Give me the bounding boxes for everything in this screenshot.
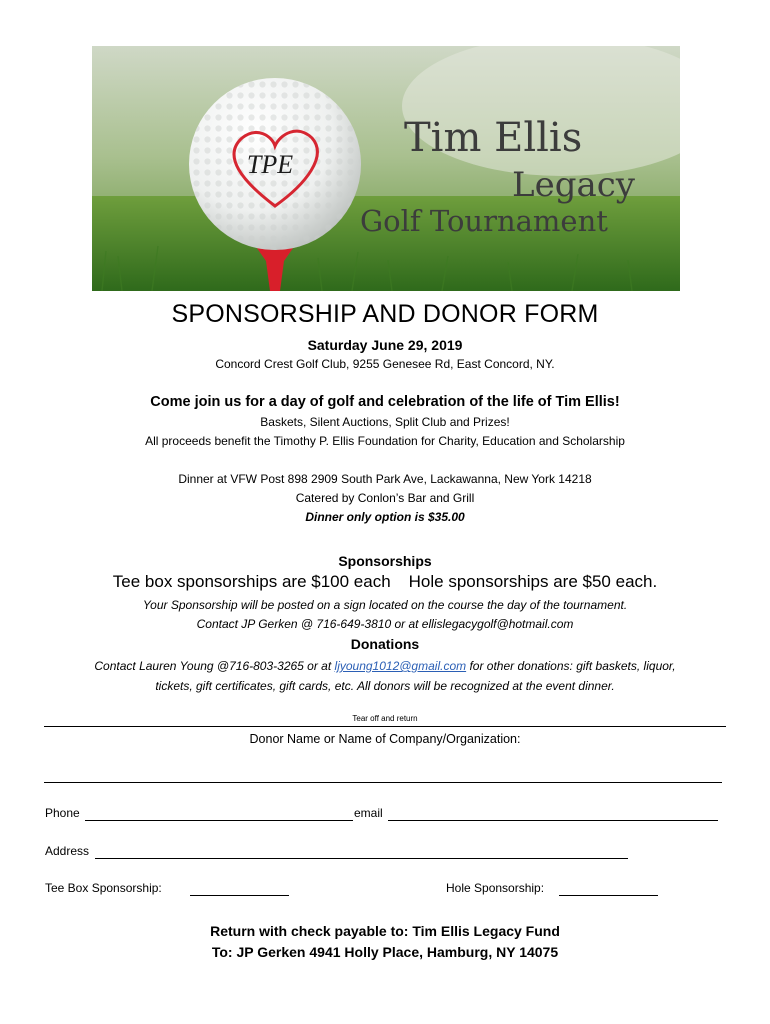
email-field[interactable]	[388, 820, 718, 821]
tear-off-line	[44, 726, 726, 727]
proceeds-note: All proceeds benefit the Timothy P. Ellis Foundation for Charity, Education and Scholarship	[145, 434, 625, 448]
donor-name-field[interactable]	[44, 782, 722, 783]
tee-box-sponsorship-label: Tee Box Sponsorship:	[45, 881, 162, 895]
donor-name-label: Donor Name or Name of Company/Organization:	[249, 732, 521, 746]
hole-price: Hole sponsorships are $50 each.	[408, 572, 658, 591]
address-label: Address	[45, 844, 90, 858]
donations-contact-text: Contact Lauren Young @716-803-3265 or at	[94, 659, 335, 673]
sponsorship-contact: Contact JP Gerken @ 716-649-3810 or at ellislegacygolf@hotmail.com	[196, 617, 574, 631]
tear-off-label: Tear off and return	[352, 714, 418, 723]
return-address: To: JP Gerken 4941 Holly Place, Hamburg, NY 14075	[211, 944, 559, 960]
donations-items-text: for other donations: gift baskets, liquor,	[466, 659, 676, 673]
email-label: email	[354, 806, 383, 820]
logo-tpe: TPE	[246, 150, 294, 179]
dinner-location: Dinner at VFW Post 898 2909 South Park Ave, Lackawanna, New York 14218	[178, 472, 592, 486]
donations-contact	[0, 659, 770, 673]
caterer: Catered by Conlon’s Bar and Grill	[295, 491, 475, 505]
banner-line-2: Legacy	[512, 165, 635, 205]
event-venue: Concord Crest Golf Club, 9255 Genesee Rd, East Concord, NY.	[215, 357, 555, 371]
sponsorships-heading: Sponsorships	[338, 553, 432, 569]
sponsorship-note: Your Sponsorship will be posted on a sign located on the course the day of the tournament.	[142, 598, 628, 612]
tee-box-price: Tee box sponsorships are $100 each	[112, 572, 391, 591]
dinner-only-price: Dinner only option is $35.00	[305, 510, 465, 524]
page-title: SPONSORSHIP AND DONOR FORM	[171, 300, 599, 328]
banner-line-3: Golf Tournament	[360, 204, 608, 238]
hole-sponsorship-field[interactable]	[559, 895, 658, 896]
phone-label: Phone	[45, 806, 80, 820]
donations-email-link[interactable]: ljyoung1012@gmail.com	[334, 659, 467, 673]
join-invitation: Come join us for a day of golf and celebration of the life of Tim Ellis!	[150, 394, 620, 410]
return-instructions: Return with check payable to: Tim Ellis Legacy Fund	[210, 923, 560, 939]
donations-recognition: tickets, gift certificates, gift cards, etc. All donors will be recognized at the event dinner.	[155, 679, 615, 693]
event-date: Saturday June 29, 2019	[307, 337, 463, 353]
hole-sponsorship-label: Hole Sponsorship:	[446, 881, 545, 895]
tournament-banner	[92, 46, 680, 291]
banner-line-1: Tim Ellis	[404, 115, 583, 161]
event-extras: Baskets, Silent Auctions, Split Club and Prizes!	[260, 415, 510, 429]
tee-box-sponsorship-field[interactable]	[190, 895, 289, 896]
sponsorship-prices	[0, 572, 770, 592]
phone-field[interactable]	[85, 820, 353, 821]
address-field[interactable]	[95, 858, 628, 859]
donations-heading: Donations	[350, 636, 420, 652]
